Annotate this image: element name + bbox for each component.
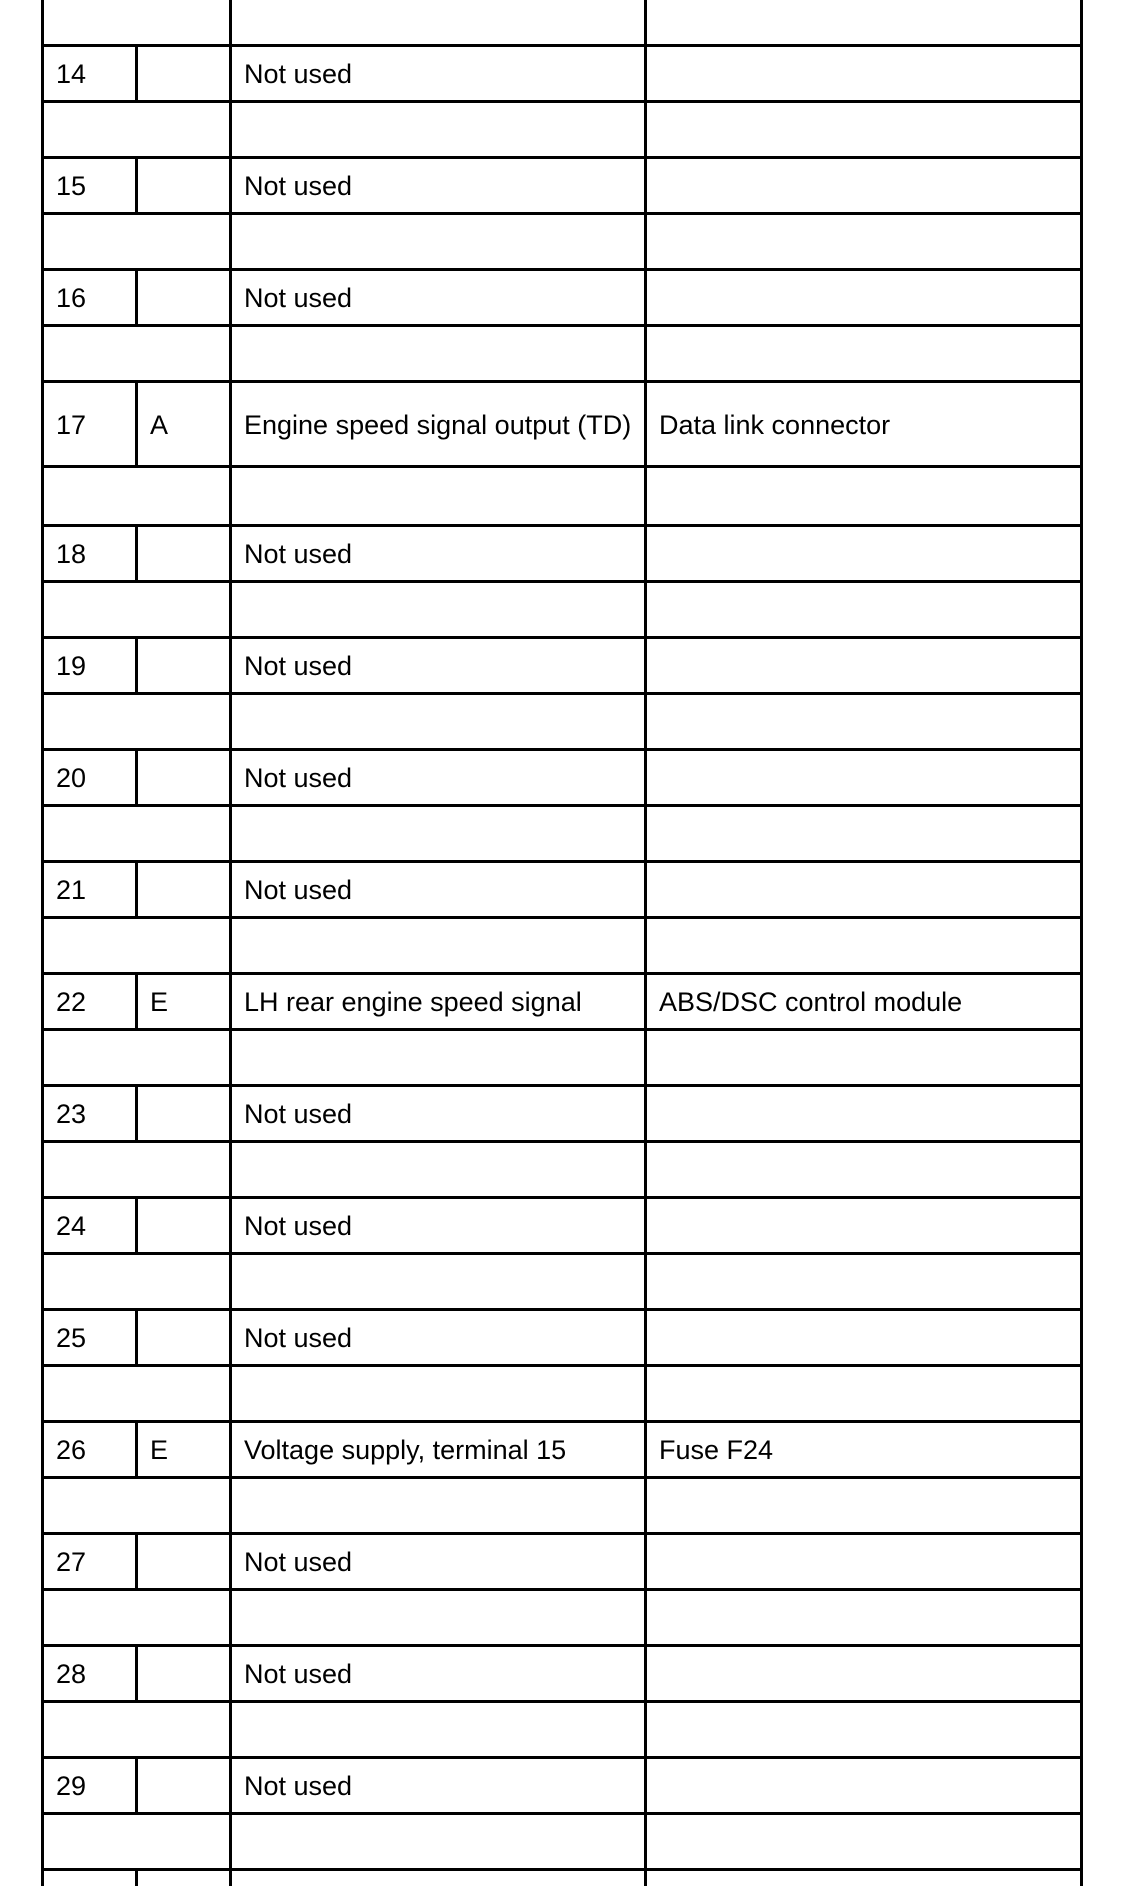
description-cell: Not used	[244, 1323, 353, 1353]
circuit-code-cell	[138, 1759, 226, 1813]
description-cell: Not used	[244, 1099, 353, 1129]
description-cell: Not used	[244, 1771, 353, 1801]
circuit-code-cell	[138, 527, 226, 581]
destination-cell	[647, 1311, 1077, 1365]
pin-number-cell: 18	[56, 539, 87, 569]
circuit-code-cell	[138, 1199, 226, 1253]
circuit-code-cell	[138, 1087, 226, 1141]
circuit-code-cell: E	[150, 1435, 169, 1465]
circuit-code-cell	[138, 1647, 226, 1701]
pin-number-cell: 15	[56, 171, 87, 201]
pin-number-cell: 14	[56, 59, 87, 89]
description-cell: Voltage supply, terminal 15	[244, 1435, 567, 1465]
pin-number-cell: 17	[56, 409, 87, 440]
circuit-code-cell	[138, 1535, 226, 1589]
pin-number-cell: 20	[56, 763, 87, 793]
table-border-right	[1080, 0, 1083, 1886]
description-cell: Not used	[244, 1659, 353, 1689]
description-cell: Not used	[244, 283, 353, 313]
destination-cell	[647, 1535, 1077, 1589]
pin-number-cell: 16	[56, 283, 87, 313]
description-cell: Not used	[244, 1547, 353, 1577]
destination-cell	[647, 639, 1077, 693]
destination-cell	[647, 271, 1077, 325]
destination-cell: Data link connector	[659, 409, 891, 440]
destination-cell	[647, 751, 1077, 805]
pin-number-cell: 29	[56, 1771, 87, 1801]
description-cell: Not used	[244, 875, 353, 905]
destination-cell	[647, 1199, 1077, 1253]
circuit-code-cell	[138, 271, 226, 325]
row-rule	[41, 1868, 1082, 1871]
pin-number-cell: 27	[56, 1547, 87, 1577]
description-cell: Not used	[244, 651, 353, 681]
description-cell: Not used	[244, 1211, 353, 1241]
column-divider-circuit	[135, 1869, 138, 1886]
pin-number-cell: 25	[56, 1323, 87, 1353]
description-cell: Not used	[244, 763, 353, 793]
pin-number-cell: 21	[56, 875, 87, 905]
pin-number-cell: 24	[56, 1211, 87, 1241]
pin-number-cell: 22	[56, 987, 87, 1017]
circuit-code-cell	[138, 1311, 226, 1365]
description-cell: Not used	[244, 59, 353, 89]
circuit-code-cell: A	[150, 409, 169, 440]
circuit-code-cell	[138, 159, 226, 213]
destination-cell	[647, 159, 1077, 213]
destination-cell: Fuse F24	[659, 1435, 774, 1465]
circuit-code-cell	[138, 863, 226, 917]
circuit-code-cell	[138, 751, 226, 805]
pin-number-cell: 26	[56, 1435, 87, 1465]
destination-cell	[647, 863, 1077, 917]
destination-cell	[647, 1087, 1077, 1141]
pin-number-cell: 28	[56, 1659, 87, 1689]
circuit-code-cell: E	[150, 987, 169, 1017]
circuit-code-cell	[138, 639, 226, 693]
destination-cell	[647, 527, 1077, 581]
destination-cell: ABS/DSC control module	[659, 987, 963, 1017]
destination-cell	[647, 1647, 1077, 1701]
description-cell: Engine speed signal output (TD)	[244, 409, 632, 440]
pin-number-cell: 19	[56, 651, 87, 681]
pin-number-cell: 23	[56, 1099, 87, 1129]
description-cell: Not used	[244, 539, 353, 569]
destination-cell	[647, 47, 1077, 101]
circuit-code-cell	[138, 47, 226, 101]
destination-cell	[647, 1759, 1077, 1813]
description-cell: Not used	[244, 171, 353, 201]
description-cell: LH rear engine speed signal	[244, 987, 582, 1017]
